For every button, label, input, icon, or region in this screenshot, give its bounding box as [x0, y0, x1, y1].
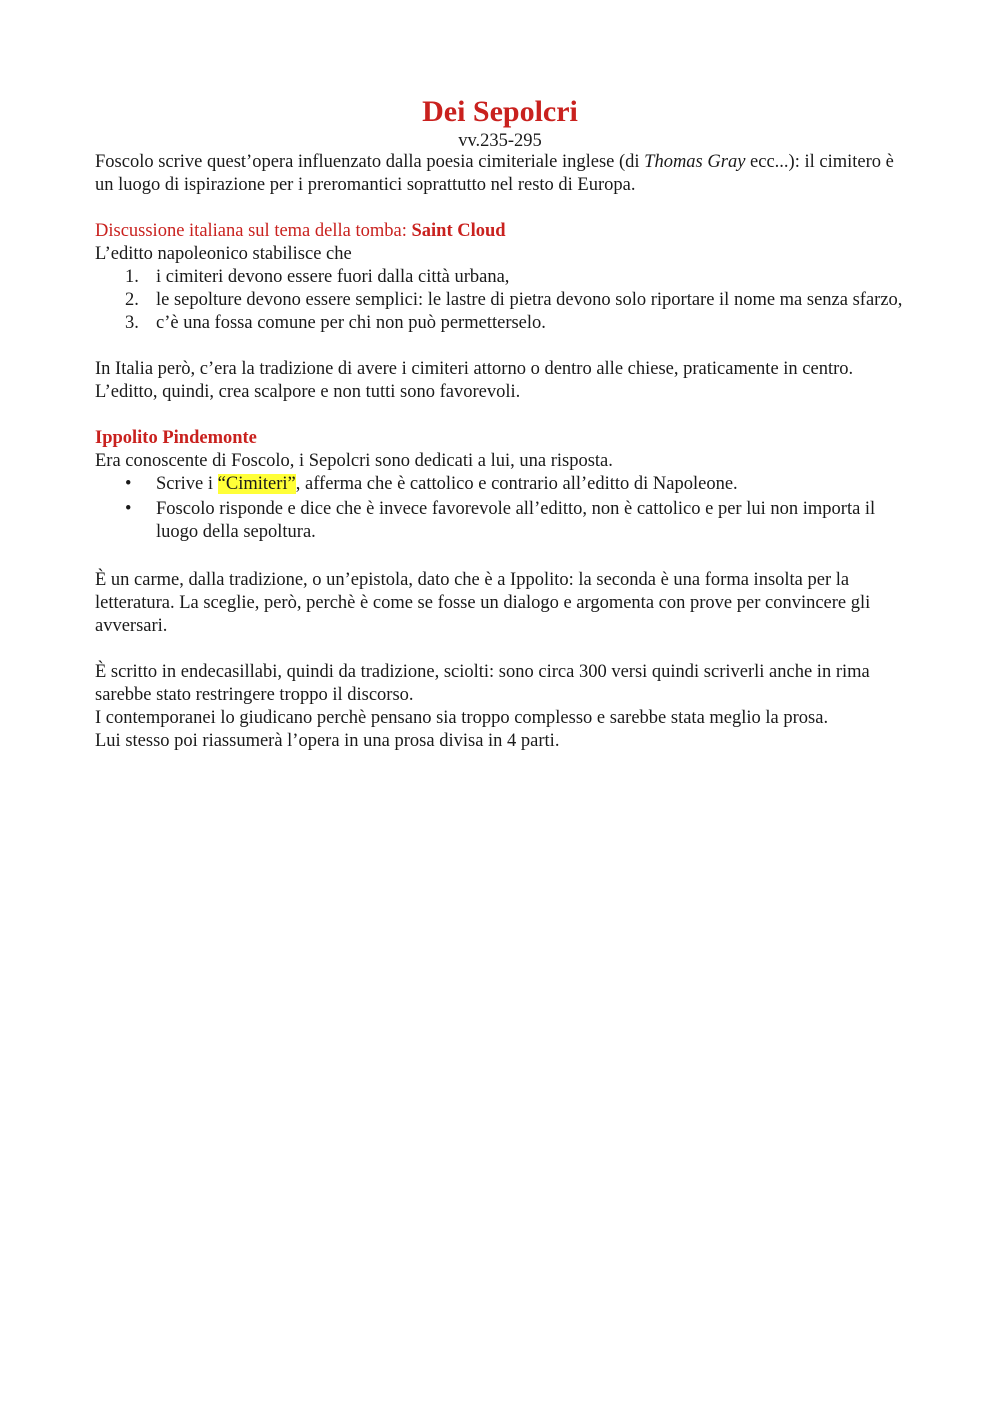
document-page	[95, 93, 905, 753]
intro-text-start: Foscolo scrive quest’opera influenzato dalla poesia cimiteriale inglese (di	[95, 152, 645, 172]
section-heading-plain: Discussione italiana sul tema della tomba:	[95, 221, 412, 241]
document-title: Dei Sepolcri	[422, 95, 578, 128]
bullet-icon: •	[125, 474, 132, 494]
list-item	[95, 498, 905, 544]
contemporanei-paragraph: I contemporanei lo giudicano perchè pensano sia troppo complesso e sarebbe stata meglio la prosa.	[95, 708, 829, 728]
riassunto-paragraph: Lui stesso poi riassumerà l’opera in una prosa divisa in 4 parti.	[95, 731, 560, 751]
list-item-text: le sepolture devono essere semplici: le lastre di pietra devono solo riportare il nome ma senza sfarzo,	[156, 290, 903, 310]
spacer	[95, 197, 905, 220]
list-item	[95, 473, 905, 496]
section-heading-pindemonte: Ippolito Pindemonte	[95, 428, 257, 448]
pindemonte-lead: Era conoscente di Foscolo, i Sepolcri sono dedicati a lui, una risposta.	[95, 451, 613, 471]
document-subtitle: vv.235-295	[458, 131, 542, 151]
list-number: 2.	[125, 290, 139, 310]
intro-text-end: ecc...): il cimitero è un luogo di ispirazione per i preromantici soprattutto nel resto di Europa.	[95, 152, 894, 195]
spacer	[95, 335, 905, 358]
bullet-icon: •	[125, 499, 132, 519]
list-item	[95, 289, 905, 312]
spacer	[95, 404, 905, 427]
section-lead: L’editto napoleonico stabilisce che	[95, 244, 352, 264]
section-heading-bold: Saint Cloud	[411, 221, 506, 241]
italy-paragraph: In Italia però, c’era la tradizione di avere i cimiteri attorno o dentro alle chiese, praticamente in centro. L’editto, quindi, crea scalpore e non tutti sono favorevoli.	[95, 359, 854, 402]
list-item-text: c’è una fossa comune per chi non può permetterselo.	[156, 313, 546, 333]
spacer	[95, 546, 905, 569]
bullet-text-start: Scrive i	[156, 474, 218, 494]
intro-italic-author: Thomas Gray	[644, 152, 746, 172]
list-number: 1.	[125, 267, 139, 287]
spacer	[95, 638, 905, 661]
list-item	[95, 266, 905, 289]
section-heading-saint-cloud	[95, 220, 905, 243]
list-item	[95, 312, 905, 335]
numbered-list	[95, 266, 905, 335]
list-item-text: i cimiteri devono essere fuori dalla città urbana,	[156, 267, 510, 287]
bullet-text: Foscolo risponde e dice che è invece favorevole all’editto, non è cattolico e per lui non importa il luogo della sepoltura.	[156, 499, 876, 542]
bullet-text-end: , afferma che è cattolico e contrario all’editto di Napoleone.	[295, 474, 738, 494]
highlighted-title: “Cimiteri”	[217, 474, 296, 494]
carme-paragraph: È un carme, dalla tradizione, o un’epistola, dato che è a Ippolito: la seconda è una forma insolta per la letteratura. La sceglie, però, perchè è come se fosse un dialogo e argomenta con prove per convincere gli avversari.	[95, 570, 871, 636]
bullet-list	[95, 473, 905, 544]
list-number: 3.	[125, 313, 139, 333]
endecasillabi-paragraph: È scritto in endecasillabi, quindi da tradizione, sciolti: sono circa 300 versi quindi scriverli anche in rima sarebbe stato restringere troppo il discorso.	[95, 662, 870, 705]
intro-paragraph	[95, 151, 905, 197]
